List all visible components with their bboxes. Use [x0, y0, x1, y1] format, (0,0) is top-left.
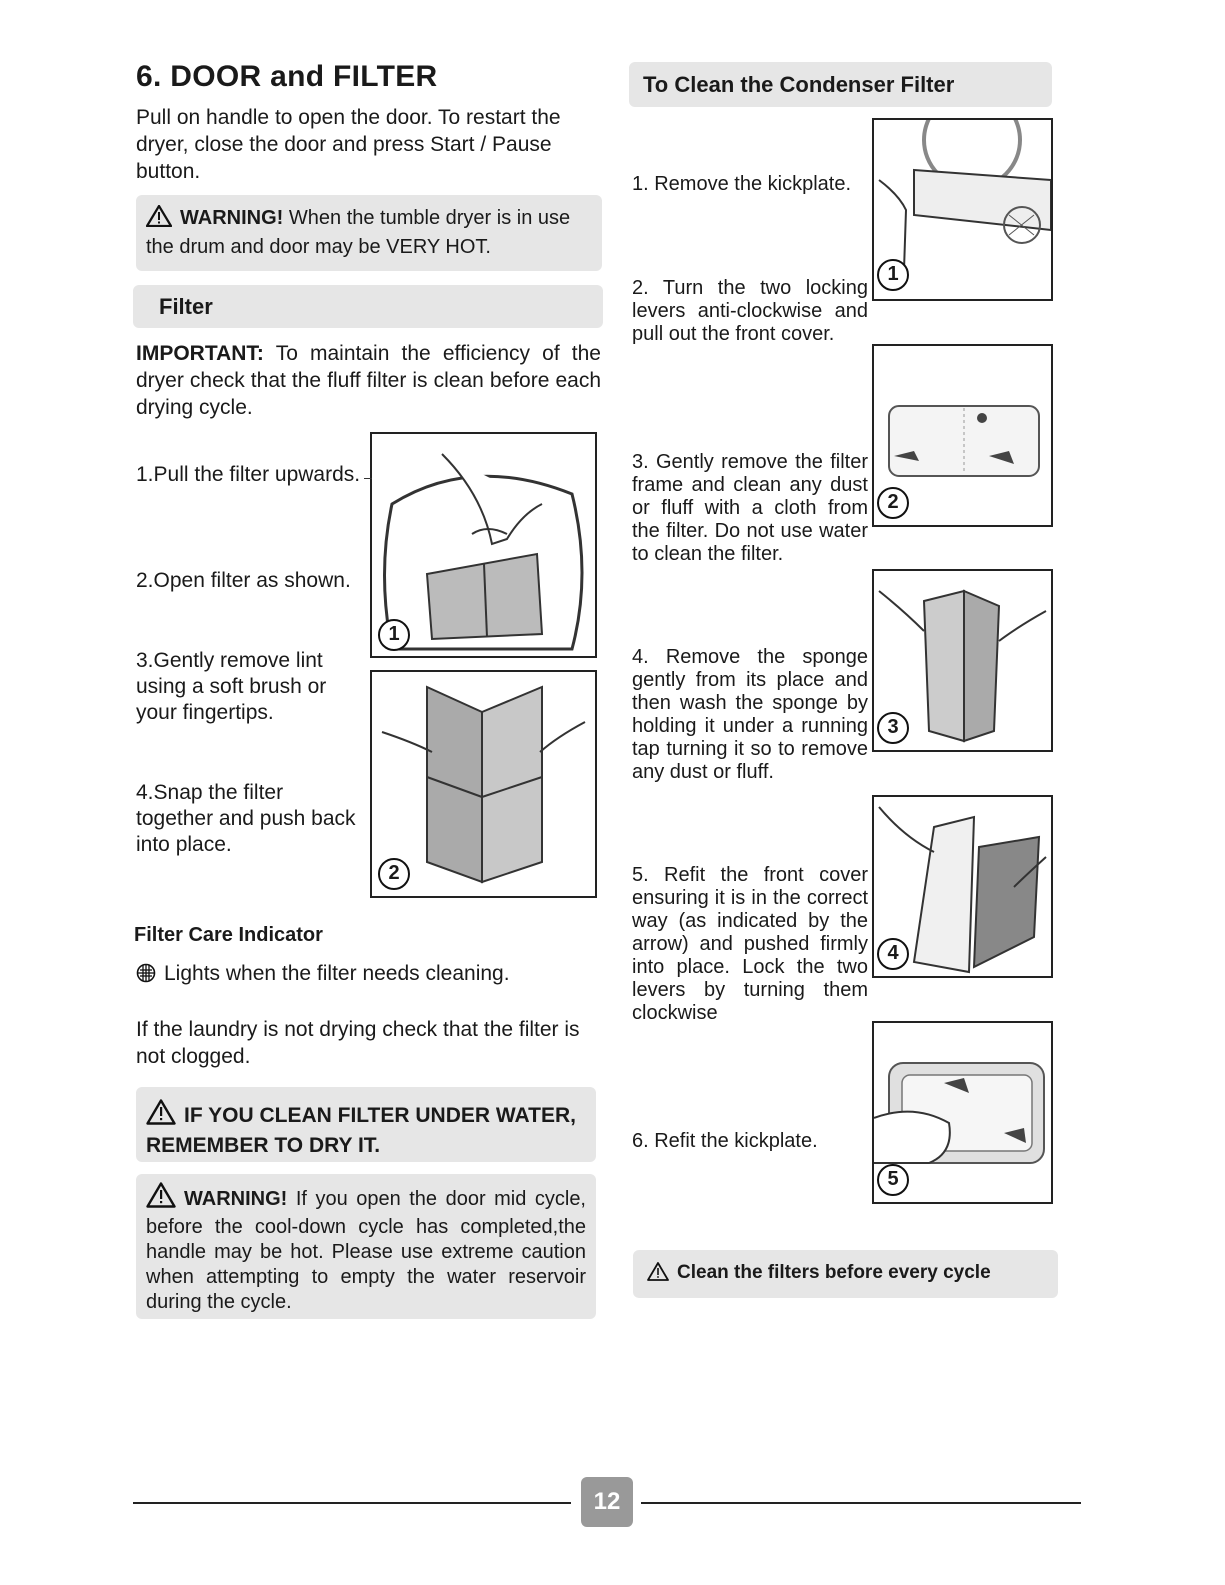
important-note: [136, 340, 601, 421]
clean-filters-banner: [633, 1250, 1058, 1298]
intro-text: Pull on handle to open the door. To restart the dryer, close the door and press Start / Pause button.: [136, 106, 561, 183]
footer-rule-right: [641, 1502, 1081, 1504]
laundry-note: If the laundry is not drying check that the filter is not clogged.: [136, 1018, 580, 1068]
right-badge-3: 3: [877, 712, 909, 744]
right-step-1: 1. Remove the kickplate.: [632, 173, 851, 195]
left-step-1: 1.Pull the filter upwards.: [136, 463, 361, 486]
important-text: To maintain the efficiency of the dryer check that the fluff filter is clean before each drying cycle.: [136, 342, 601, 419]
right-step-4: 4. Remove the sponge gently from its place and then wash the sponge by holding it under a running tap turning it so to remove any dust or fluff.: [632, 646, 868, 783]
important-label: IMPORTANT:: [136, 342, 264, 365]
filter-indicator-icon: [136, 963, 156, 989]
page-number: 12: [581, 1477, 633, 1527]
left-badge-1: 1: [378, 619, 410, 651]
warning-label: WARNING!: [180, 207, 284, 229]
warning-box-mid-cycle: [136, 1174, 596, 1319]
filter-care-text-row: [136, 962, 510, 989]
warning-text: When the tumble dryer is in use the drum and door may be VERY HOT.: [146, 207, 571, 258]
clean-filters-text: Clean the filters before every cycle: [677, 1262, 991, 1283]
right-badge-2: 2: [877, 487, 909, 519]
footer-rule-left: [133, 1502, 571, 1504]
left-step-3: 3.Gently remove lint using a soft brush or your fingertips.: [136, 649, 327, 724]
left-step-2: 2.Open filter as shown.: [136, 569, 351, 592]
warning-triangle-icon: [146, 1182, 176, 1215]
warning-dry-text: IF YOU CLEAN FILTER UNDER WATER, REMEMBER TO DRY IT.: [146, 1104, 576, 1157]
page-title: 6. DOOR and FILTER: [136, 60, 438, 93]
right-badge-4: 4: [877, 938, 909, 970]
right-step-6: 6. Refit the kickplate.: [632, 1130, 818, 1152]
left-badge-2: 2: [378, 858, 410, 890]
right-step-2: 2. Turn the two locking levers anti-clockwise and pull out the front cover.: [632, 277, 868, 345]
warning-box-dry: [136, 1087, 596, 1162]
warning-triangle-icon: [146, 205, 172, 234]
warning-triangle-icon: [146, 1099, 176, 1132]
right-badge-5: 5: [877, 1164, 909, 1196]
warning-label: WARNING!: [184, 1188, 288, 1210]
left-step-4: 4.Snap the filter together and push back into place.: [136, 781, 356, 856]
warning-box-hot: [136, 195, 602, 271]
filter-heading: Filter: [133, 285, 603, 328]
right-step-5: 5. Refit the front cover ensuring it is in the correct way (as indicated by the arrow) and pushed firmly into place. Lock the two levers by turning them clockwise: [632, 864, 868, 1024]
filter-care-text: Lights when the filter needs cleaning.: [164, 962, 510, 985]
warning-mid-cycle-text: If you open the door mid cycle, before the cool-down cycle has completed,the handle may be hot. Please use extreme caution when attempting to empty the water reservoir during the cycle.: [146, 1188, 586, 1313]
condenser-heading: To Clean the Condenser Filter: [629, 62, 1052, 107]
filter-care-heading: Filter Care Indicator: [134, 924, 323, 946]
warning-triangle-icon: [647, 1262, 669, 1287]
right-step-3: 3. Gently remove the filter frame and clean any dust or fluff with a cloth from the filter. Do not use water to clean the filter.: [632, 451, 868, 565]
right-badge-1: 1: [877, 259, 909, 291]
callout-line: [364, 478, 372, 479]
